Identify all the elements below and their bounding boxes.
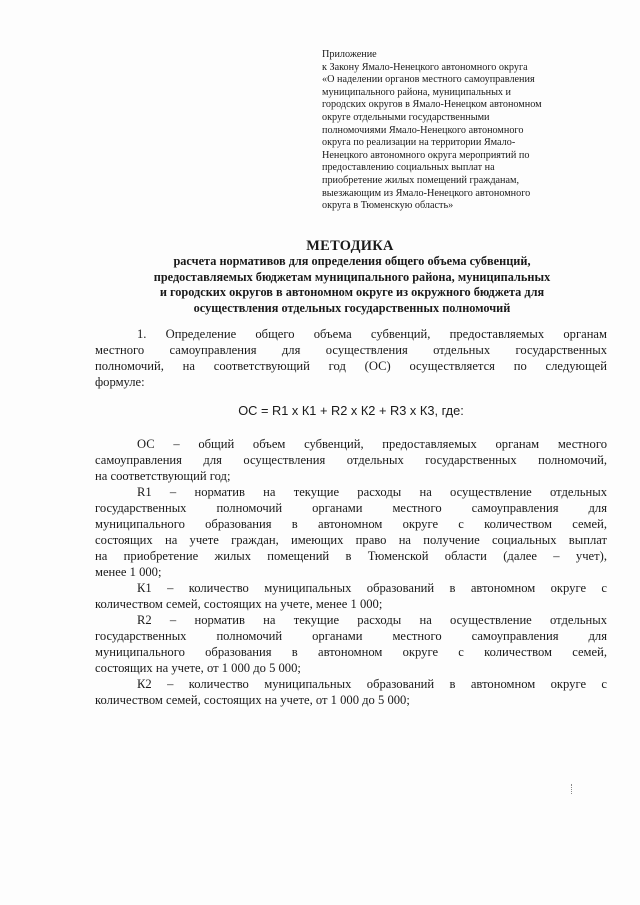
annex-line: к Закону Ямало-Ненецкого автономного округа (322, 61, 528, 73)
definition-line: на соответствующий год; (95, 469, 231, 483)
definition-line: К2 – количество муниципальных образований в автономном округе с (137, 677, 607, 691)
definition-line: муниципального образования в автономном округе с количеством семей, (95, 645, 607, 659)
definition-k1 (95, 580, 607, 612)
definition-r1 (95, 484, 607, 580)
annex-line: муниципального района, муниципальных и (322, 86, 512, 98)
annex-block (322, 49, 602, 213)
annex-line: выезжающим из Ямало-Ненецкого автономного (322, 187, 531, 199)
definition-line: R2 – норматив на текущие расходы на осуществление отдельных (137, 613, 607, 627)
definition-os (95, 436, 607, 484)
definition-line: количеством семей, состоящих на учете, менее 1 000; (95, 597, 383, 611)
definition-line: R1 – норматив на текущие расходы на осуществление отдельных (137, 485, 607, 499)
formula: ОС = R1 х К1 + R2 х К2 + R3 х К3, где: (238, 403, 464, 418)
subtitle-line: и городских округов в автономном округе из окружного бюджета для (159, 285, 545, 300)
paragraph-1 (95, 326, 607, 390)
document-title: МЕТОДИКА (306, 238, 394, 254)
definition-k2 (95, 676, 607, 708)
subtitle-line: осуществления отдельных государственных полномочий (193, 300, 511, 315)
definition-line: на приобретение жилых помещений в Тюменской области (далее – учет), (95, 549, 607, 563)
definition-line: муниципального образования в автономном округе с количеством семей, (95, 517, 607, 531)
document-subtitle (96, 254, 608, 316)
paragraph-line: 1. Определение общего объема субвенций, предоставляемых органам (137, 327, 607, 341)
annex-line: «О наделении органов местного самоуправления (322, 74, 535, 86)
annex-line: округе отдельными государственными (322, 111, 490, 123)
definition-line: самоуправления для осуществления отдельных государственных полномочий, (95, 453, 607, 467)
annex-line: Приложение (322, 49, 377, 60)
scan-speck (571, 784, 573, 794)
definition-line: менее 1 000; (95, 565, 162, 579)
definition-line: ОС – общий объем субвенций, предоставляемых органам местного (137, 437, 607, 451)
definition-r2 (95, 612, 607, 676)
annex-line: округа по реализации на территории Ямало- (322, 137, 516, 149)
definition-line: состоящих на учете граждан, имеющих право на получение социальных выплат (95, 533, 607, 547)
paragraph-line: формуле: (95, 375, 145, 389)
definition-line: государственных полномочий органами местного самоуправления для (95, 629, 607, 643)
annex-line: округа в Тюменскую область» (322, 200, 454, 212)
definition-line: состоящих на учете, от 1 000 до 5 000; (95, 661, 301, 675)
paragraph-line: местного самоуправления для осуществления отдельных государственных (95, 343, 607, 357)
definition-line: количеством семей, состоящих на учете, от 1 000 до 5 000; (95, 693, 410, 707)
definition-line: государственных полномочий органами местного самоуправления для (95, 501, 607, 515)
annex-line: полномочиями Ямало-Ненецкого автономного (322, 124, 524, 136)
definition-line: К1 – количество муниципальных образований в автономном округе с (137, 581, 607, 595)
paragraph-line: полномочий, на соответствующий год (ОС) осуществляется по следующей (95, 359, 607, 373)
annex-line: Ненецкого автономного округа мероприятий по (322, 149, 530, 161)
annex-line: городских округов в Ямало-Ненецком автономном (322, 99, 542, 111)
annex-line: предоставлению социальных выплат на (322, 162, 495, 174)
subtitle-line: предоставляемых бюджетам муниципального района, муниципальных (153, 269, 551, 284)
annex-line: приобретение жилых помещений гражданам, (322, 174, 519, 186)
subtitle-line: расчета нормативов для определения общего объема субвенций, (173, 254, 531, 268)
